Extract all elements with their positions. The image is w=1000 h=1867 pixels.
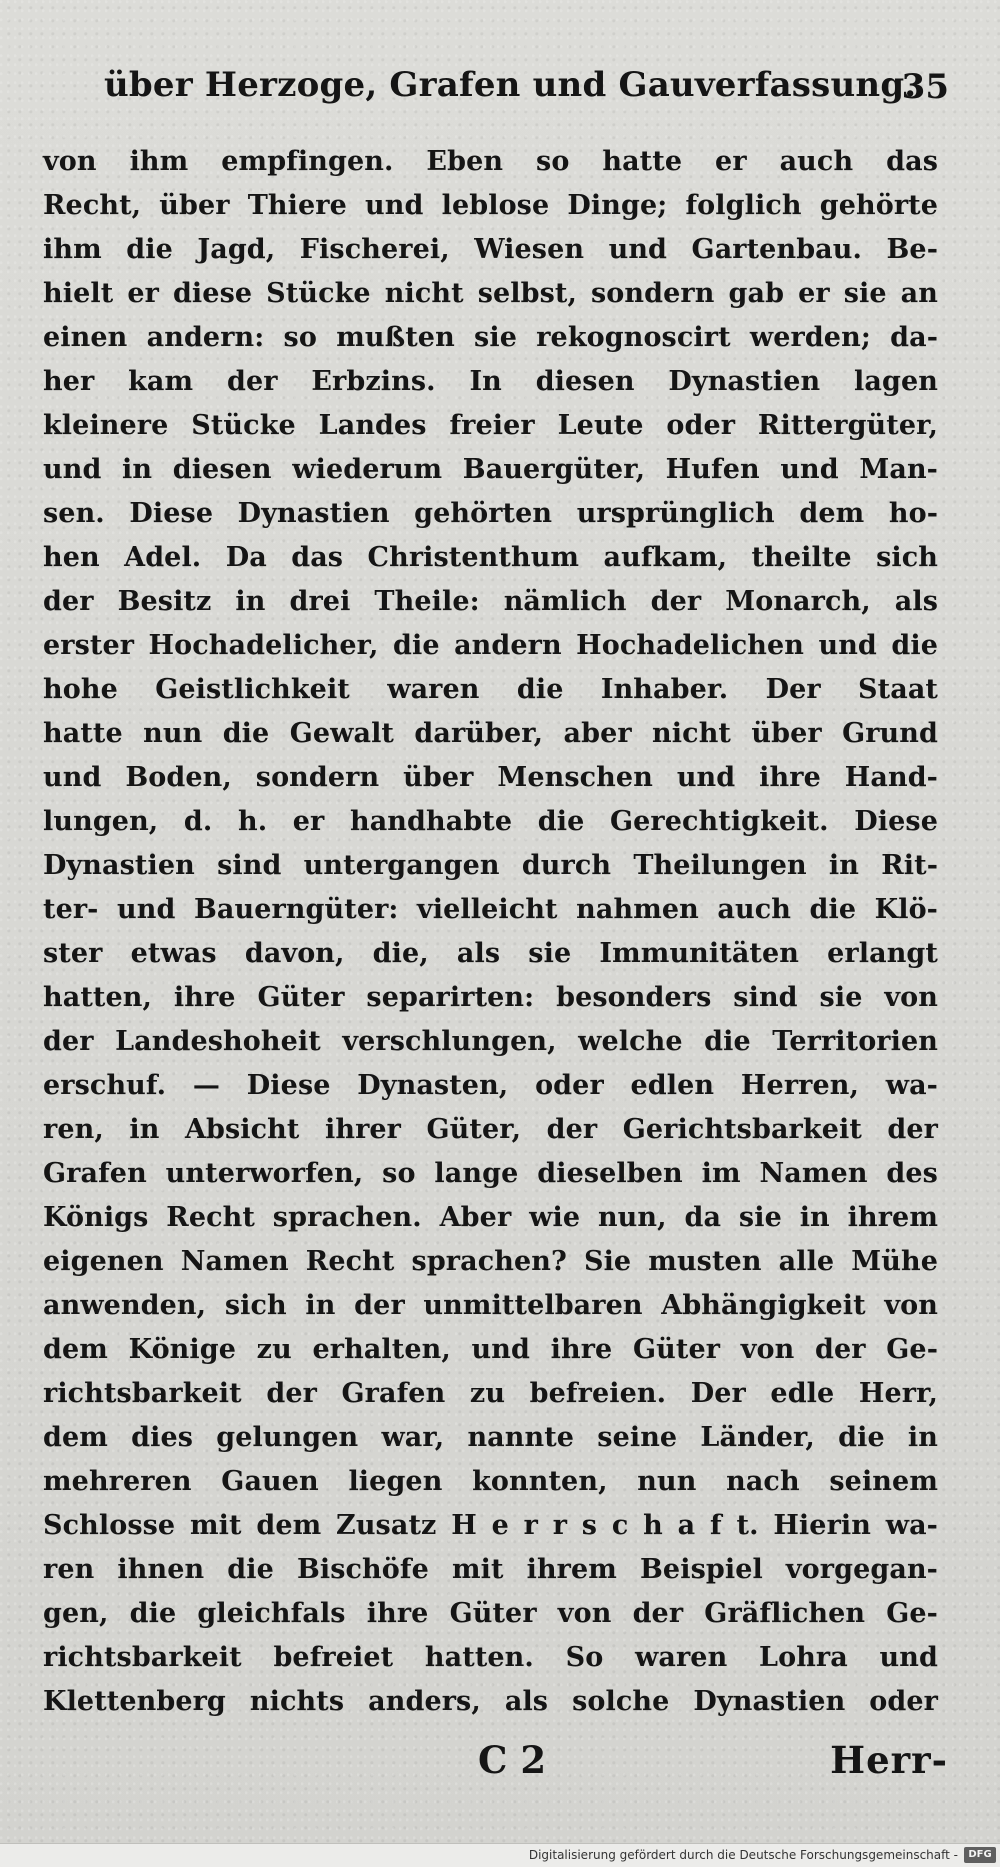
text-line-4: hielt er diese Stücke nicht selbst, sondern gab er sie an bbox=[43, 278, 938, 309]
text-line-33: ren ihnen die Bischöfe mit ihrem Beispiel vorgegan- bbox=[43, 1554, 938, 1585]
text-line-34: gen, die gleichfals ihre Güter von der Gräflichen Ge- bbox=[43, 1598, 938, 1629]
text-line-5: einen andern: so mußten sie rekognoscirt werden; da- bbox=[43, 322, 938, 353]
page-header bbox=[104, 65, 949, 117]
body-text bbox=[43, 140, 938, 1745]
digitization-credit bbox=[0, 1843, 1000, 1867]
text-line-27: anwenden, sich in der unmittelbaren Abhängigkeit von bbox=[43, 1290, 938, 1321]
text-line-17: Dynastien sind untergangen durch Theilungen in Rit- bbox=[43, 850, 938, 881]
text-line-28: dem Könige zu erhalten, und ihre Güter von der Ge- bbox=[43, 1334, 938, 1365]
text-line-19: ster etwas davon, die, als sie Immunitäten erlangt bbox=[43, 938, 938, 969]
text-line-20: hatten, ihre Güter separirten: besonders sind sie von bbox=[43, 982, 938, 1013]
text-line-16: lungen, d. h. er handhabte die Gerechtigkeit. Diese bbox=[43, 806, 938, 837]
text-line-25: Königs Recht sprachen. Aber wie nun, da sie in ihrem bbox=[43, 1202, 938, 1233]
text-line-11: der Besitz in drei Theile: nämlich der Monarch, als bbox=[43, 586, 938, 617]
dfg-logo-icon: DFG bbox=[964, 1847, 996, 1863]
credit-text: Digitalisierung gefördert durch die Deutsche Forschungsgemeinschaft - bbox=[528, 1848, 958, 1862]
catchword: Herr- bbox=[830, 1738, 948, 1782]
text-line-14: hatte nun die Gewalt darüber, aber nicht über Grund bbox=[43, 718, 938, 749]
text-line-12: erster Hochadelicher, die andern Hochadelichen und die bbox=[43, 630, 938, 661]
text-line-6: her kam der Erbzins. In diesen Dynastien lagen bbox=[43, 366, 938, 397]
text-line-24: Grafen unterworfen, so lange dieselben im Namen des bbox=[43, 1158, 938, 1189]
text-line-29: richtsbarkeit der Grafen zu befreien. Der edle Herr, bbox=[43, 1378, 938, 1409]
text-line-26: eigenen Namen Recht sprachen? Sie musten alle Mühe bbox=[43, 1246, 938, 1277]
text-line-2: Recht, über Thiere und leblose Dinge; folglich gehörte bbox=[43, 190, 938, 221]
page-footer bbox=[0, 1738, 1000, 1808]
signature-mark: C 2 bbox=[478, 1738, 547, 1782]
text-line-18: ter- und Bauerngüter: vielleicht nahmen auch die Klö- bbox=[43, 894, 938, 925]
text-line-15: und Boden, sondern über Menschen und ihre Hand- bbox=[43, 762, 938, 793]
text-line-30: dem dies gelungen war, nannte seine Länder, die in bbox=[43, 1422, 938, 1453]
page-number: 35 bbox=[901, 67, 949, 107]
text-line-8: und in diesen wiederum Bauergüter, Hufen und Man- bbox=[43, 454, 938, 485]
text-line-35: richtsbarkeit befreiet hatten. So waren Lohra und bbox=[43, 1642, 938, 1673]
text-line-3: ihm die Jagd, Fischerei, Wiesen und Gartenbau. Be- bbox=[43, 234, 938, 265]
text-line-31: mehreren Gauen liegen konnten, nun nach seinem bbox=[43, 1466, 938, 1497]
text-line-32: Schlosse mit dem Zusatz H e r r s c h a f t. Hierin wa- bbox=[43, 1510, 938, 1541]
text-line-22: erschuf. — Diese Dynasten, oder edlen Herren, wa- bbox=[43, 1070, 938, 1101]
running-head: über Herzoge, Grafen und Gauverfassung. bbox=[104, 65, 917, 105]
text-line-7: kleinere Stücke Landes freier Leute oder Rittergüter, bbox=[43, 410, 938, 441]
text-line-9: sen. Diese Dynastien gehörten ursprünglich dem ho- bbox=[43, 498, 938, 529]
text-line-13: hohe Geistlichkeit waren die Inhaber. Der Staat bbox=[43, 674, 938, 705]
text-line-21: der Landeshoheit verschlungen, welche die Territorien bbox=[43, 1026, 938, 1057]
text-line-36: Klettenberg nichts anders, als solche Dynastien oder bbox=[43, 1686, 938, 1717]
text-line-23: ren, in Absicht ihrer Güter, der Gerichtsbarkeit der bbox=[43, 1114, 938, 1145]
text-line-10: hen Adel. Da das Christenthum aufkam, theilte sich bbox=[43, 542, 938, 573]
text-line-1: von ihm empfingen. Eben so hatte er auch das bbox=[43, 146, 938, 177]
